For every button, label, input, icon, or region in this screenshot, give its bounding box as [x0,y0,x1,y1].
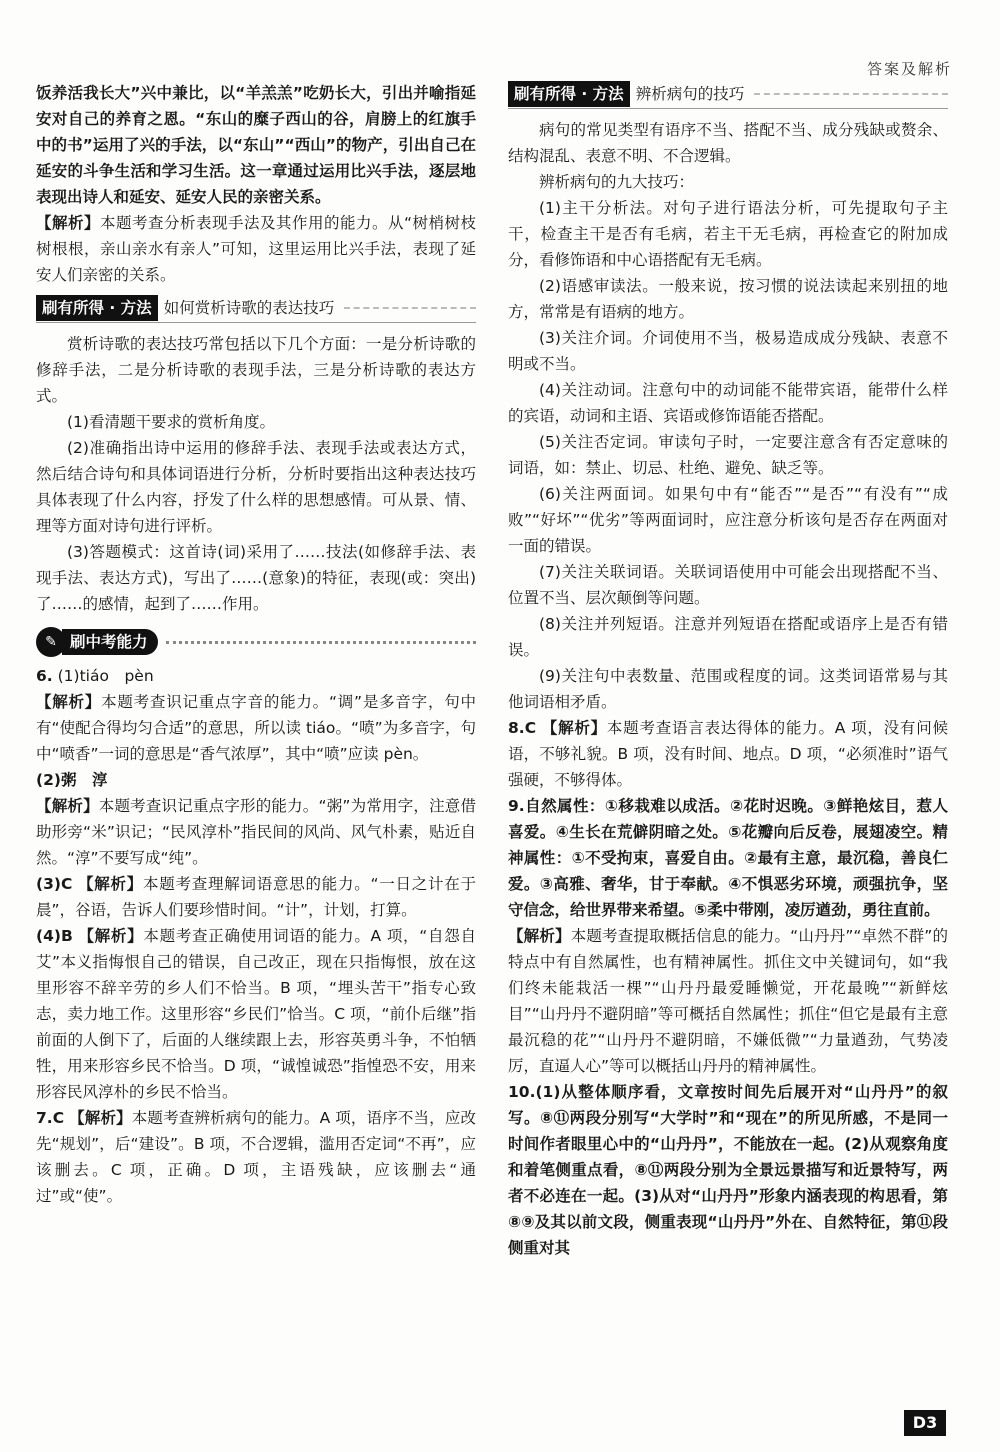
analysis-tag: 【解析】 [36,214,100,232]
method-text: (8)关注并列短语。注意并列短语在搭配或语序上是否有错误。 [508,615,948,659]
method-text: (9)关注句中表数量、范围或程度的词。这类词语常易与其他词语相矛盾。 [508,667,948,711]
analysis-text: 本题考查识记重点字形的能力。“粥”为常用字，注意借助形旁“米”识记；“民风淳朴”指民间的风尚、风气朴素，贴近自然。“淳”不要写成“纯”。 [36,797,476,867]
question-6-analysis [36,793,476,871]
question-number: 8. [508,719,525,737]
answer-text: C [524,719,537,737]
analysis-tag: 【解析】 [36,797,99,815]
page-number: D3 [904,1410,946,1436]
analysis-tag: 【解析】 [69,1109,132,1127]
answer-text: (3)C [36,875,73,893]
question-number: 10. [508,1083,536,1101]
analysis-tag: 【解析】 [508,927,571,945]
question-6-answer: (2)粥 淳 [36,771,108,789]
method-text: 病句的常见类型有语序不当、搭配不当、成分残缺或赘余、结构混乱、表意不明、不合逻辑。 [508,121,948,165]
question-8 [508,715,948,793]
method-text: (1)看清题干要求的赏析角度。 [67,413,275,431]
question-6-analysis [36,871,476,923]
analysis-text: 本题考查辨析病句的能力。A 项，语序不当，应改先“规划”，后“建设”。B 项，不合逻辑，滥用否定词“不再”，应该删去。C 项，正确。D 项，主语残缺，应该删去“通过”或“使”。 [36,1109,476,1205]
method-text: (2)准确指出诗中运用的修辞手法、表现手法或表达方式，然后结合诗句和具体词语进行分析，分析时要指出这种表达技巧具体表现了什么内容，抒发了什么样的思想感情。可从景、情、理等方面对诗句进行评析。 [36,439,476,535]
analysis-text: 本题考查语言表达得体的能力。A 项，没有问候语，不够礼貌。B 项，没有时间、地点。D 项，“必须准时”语气强硬，不够得体。 [508,719,948,789]
answer-text: 自然属性：①移栽难以成活。②花时迟晚。③鲜艳炫目，惹人喜爱。④生长在荒僻阴暗之处。⑤花瓣向后反卷，展翅凌空。精神属性：①不受拘束，喜爱自由。②最有主意，最沉稳，善良仁爱。③高雅、奢华，甘于奉献。④不惧恶劣环境，顽强抗争，坚守信念，给世界带来希望。⑤柔中带刚，凌厉遒劲，勇往直前。 [508,797,948,919]
analysis-text: 本题考查分析表现手法及其作用的能力。从“树梢树枝树根根，亲山亲水有亲人”可知，这里运用比兴手法，表现了延安人们亲密的关系。 [36,214,476,284]
analysis-text: 本题考查识记重点字音的能力。“调”是多音字，句中有“使配合得均匀合适”的意思，所以读 tiáo。“喷”为多音字，句中“喷香”一词的意思是“香气浓厚”，其中“喷”应读 pèn。 [36,693,476,763]
question-9-analysis [508,923,948,1079]
exam-ability-label: 刷中考能力 [62,629,158,655]
analysis-text: 本题考查正确使用词语的能力。A 项，“自怨自艾”本义指悔恨自己的错误，自己改正，现在只指悔恨，放在这里形容不辞辛劳的乡人们不恰当。B 项，“埋头苦干”指专心致志，卖力地工作。这里形容“乡民们”恰当。C 项，“前仆后继”指前面的人倒下了，后面的人继续跟上去，形容英勇斗争，不怕牺牲，用来形容乡民不恰当。D 项，“诚惶诚恐”指惶恐不安，用来形容民风淳朴的乡民不恰当。 [36,927,476,1101]
question-6-analysis [36,923,476,1105]
question-number: 6. [36,667,53,685]
left-column [36,80,476,1209]
method-label: 刷有所得 · 方法 [508,81,630,107]
dashed-rule [344,307,476,309]
method-text: (3)答题模式：这首诗(词)采用了……技法(如修辞手法、表现手法、表达方式)，写出了……(意象)的特征，表现(或：突出)了……的感情，起到了……作用。 [36,543,476,613]
analysis-tag: 【解析】 [78,927,144,945]
answer-text: (1)从整体顺序看，文章按时间先后展开对“山丹丹”的叙写。⑧⑪两段分别写“大学时”和“现在”的所见所感，不是同一时间作者眼里心中的“山丹丹”，不能放在一起。(2)从观察角度和着笔侧重点看，⑧⑪两段分别为全景远景描写和近景特写，两者不必连在一起。(3)从对“山丹丹”形象内涵表现的构思看，第⑧⑨及其以前文段，侧重表现“山丹丹”外在、自然特征，第⑪段侧重对其 [508,1083,948,1257]
method-text: (1)主干分析法。对句子进行语法分析，可先提取句子主干，检查主干是否有毛病，若主干无毛病，再检查它的附加成分，看修饰语和中心语搭配有无毛病。 [508,199,948,269]
analysis-text: 本题考查理解词语意思的能力。“一日之计在于晨”，谷语，告诉人们要珍惜时间。“计”，计划，打算。 [36,875,476,919]
method-section-header [36,294,476,323]
method-text: (3)关注介词。介词使用不当，极易造成成分残缺、表意不明或不当。 [508,329,948,373]
analysis-tag: 【解析】 [78,875,144,893]
exam-ability-header [36,625,476,659]
question-number: 9. [508,797,525,815]
analysis-paragraph [36,210,476,288]
answer-text: (4)B [36,927,73,945]
answer-text: (1)tiáo pèn [57,667,154,685]
question-7 [36,1105,476,1209]
answer-text: C [52,1109,65,1127]
method-text: (7)关注关联词语。关联词语使用中可能会出现搭配不当、位置不当、层次颠倒等问题。 [508,563,948,607]
method-label: 刷有所得 · 方法 [36,295,158,321]
method-section-header [508,80,948,109]
question-6-answer [36,663,476,689]
method-title: 辨析病句的技巧 [635,85,745,103]
method-text: (5)关注否定词。审读句子时，一定要注意含有否定意味的词语，如：禁止、切忌、杜绝、避免、缺乏等。 [508,433,948,477]
dashed-rule [754,93,948,95]
analysis-text: 本题考查提取概括信息的能力。“山丹丹”“卓然不群”的特点中有自然属性，也有精神属性。抓住文中关键词句，如“我们终未能栽活一棵”“山丹丹最爱睡懒觉，开花最晚”“新鲜炫目”“山丹丹不避阴暗”等可概括自然属性；抓住“但它是最有主意最沉稳的花”“山丹丹不避阴暗，不嫌低微”“力量遒劲，气势凌厉，直逼人心”等可以概括山丹丹的精神属性。 [508,927,948,1075]
pen-icon: ✎ [36,627,66,657]
method-text: (2)语感审读法。一般来说，按习惯的说法读起来别扭的地方，常常是有语病的地方。 [508,277,948,321]
right-column [508,80,948,1261]
question-9-answer [508,793,948,923]
method-text: (6)关注两面词。如果句中有“能否”“是否”“有没有”“成败”“好坏”“优劣”等两面词时，应注意分析该句是否存在两面对一面的错误。 [508,485,948,555]
dotted-rule [166,641,476,644]
question-10-answer [508,1079,948,1261]
analysis-tag: 【解析】 [36,693,102,711]
question-number: 7. [36,1109,53,1127]
page-header: 答案及解析 [866,60,952,78]
analysis-tag: 【解析】 [541,719,607,737]
method-text: (4)关注动词。注意句中的动词能不能带宾语，能带什么样的宾语，动词和主语、宾语或修饰语能否搭配。 [508,381,948,425]
question-6-analysis [36,689,476,767]
answer-continuation: 饭养活我长大”兴中兼比，以“羊羔羔”吃奶长大，引出并喻指延安对自己的养育之恩。“东山的糜子西山的谷，肩膀上的红旗手中的书”运用了兴的手法，以“东山”“西山”的物产，引出自己在延安的斗争生活和学习生活。这一章通过运用比兴手法，逐层地表现出诗人和延安、延安人民的亲密关系。 [36,84,476,206]
method-text: 赏析诗歌的表达技巧常包括以下几个方面：一是分析诗歌的修辞手法，二是分析诗歌的表现手法，三是分析诗歌的表达方式。 [36,335,476,405]
method-title: 如何赏析诗歌的表达技巧 [163,299,335,317]
method-text: 辨析病句的九大技巧： [539,173,695,191]
